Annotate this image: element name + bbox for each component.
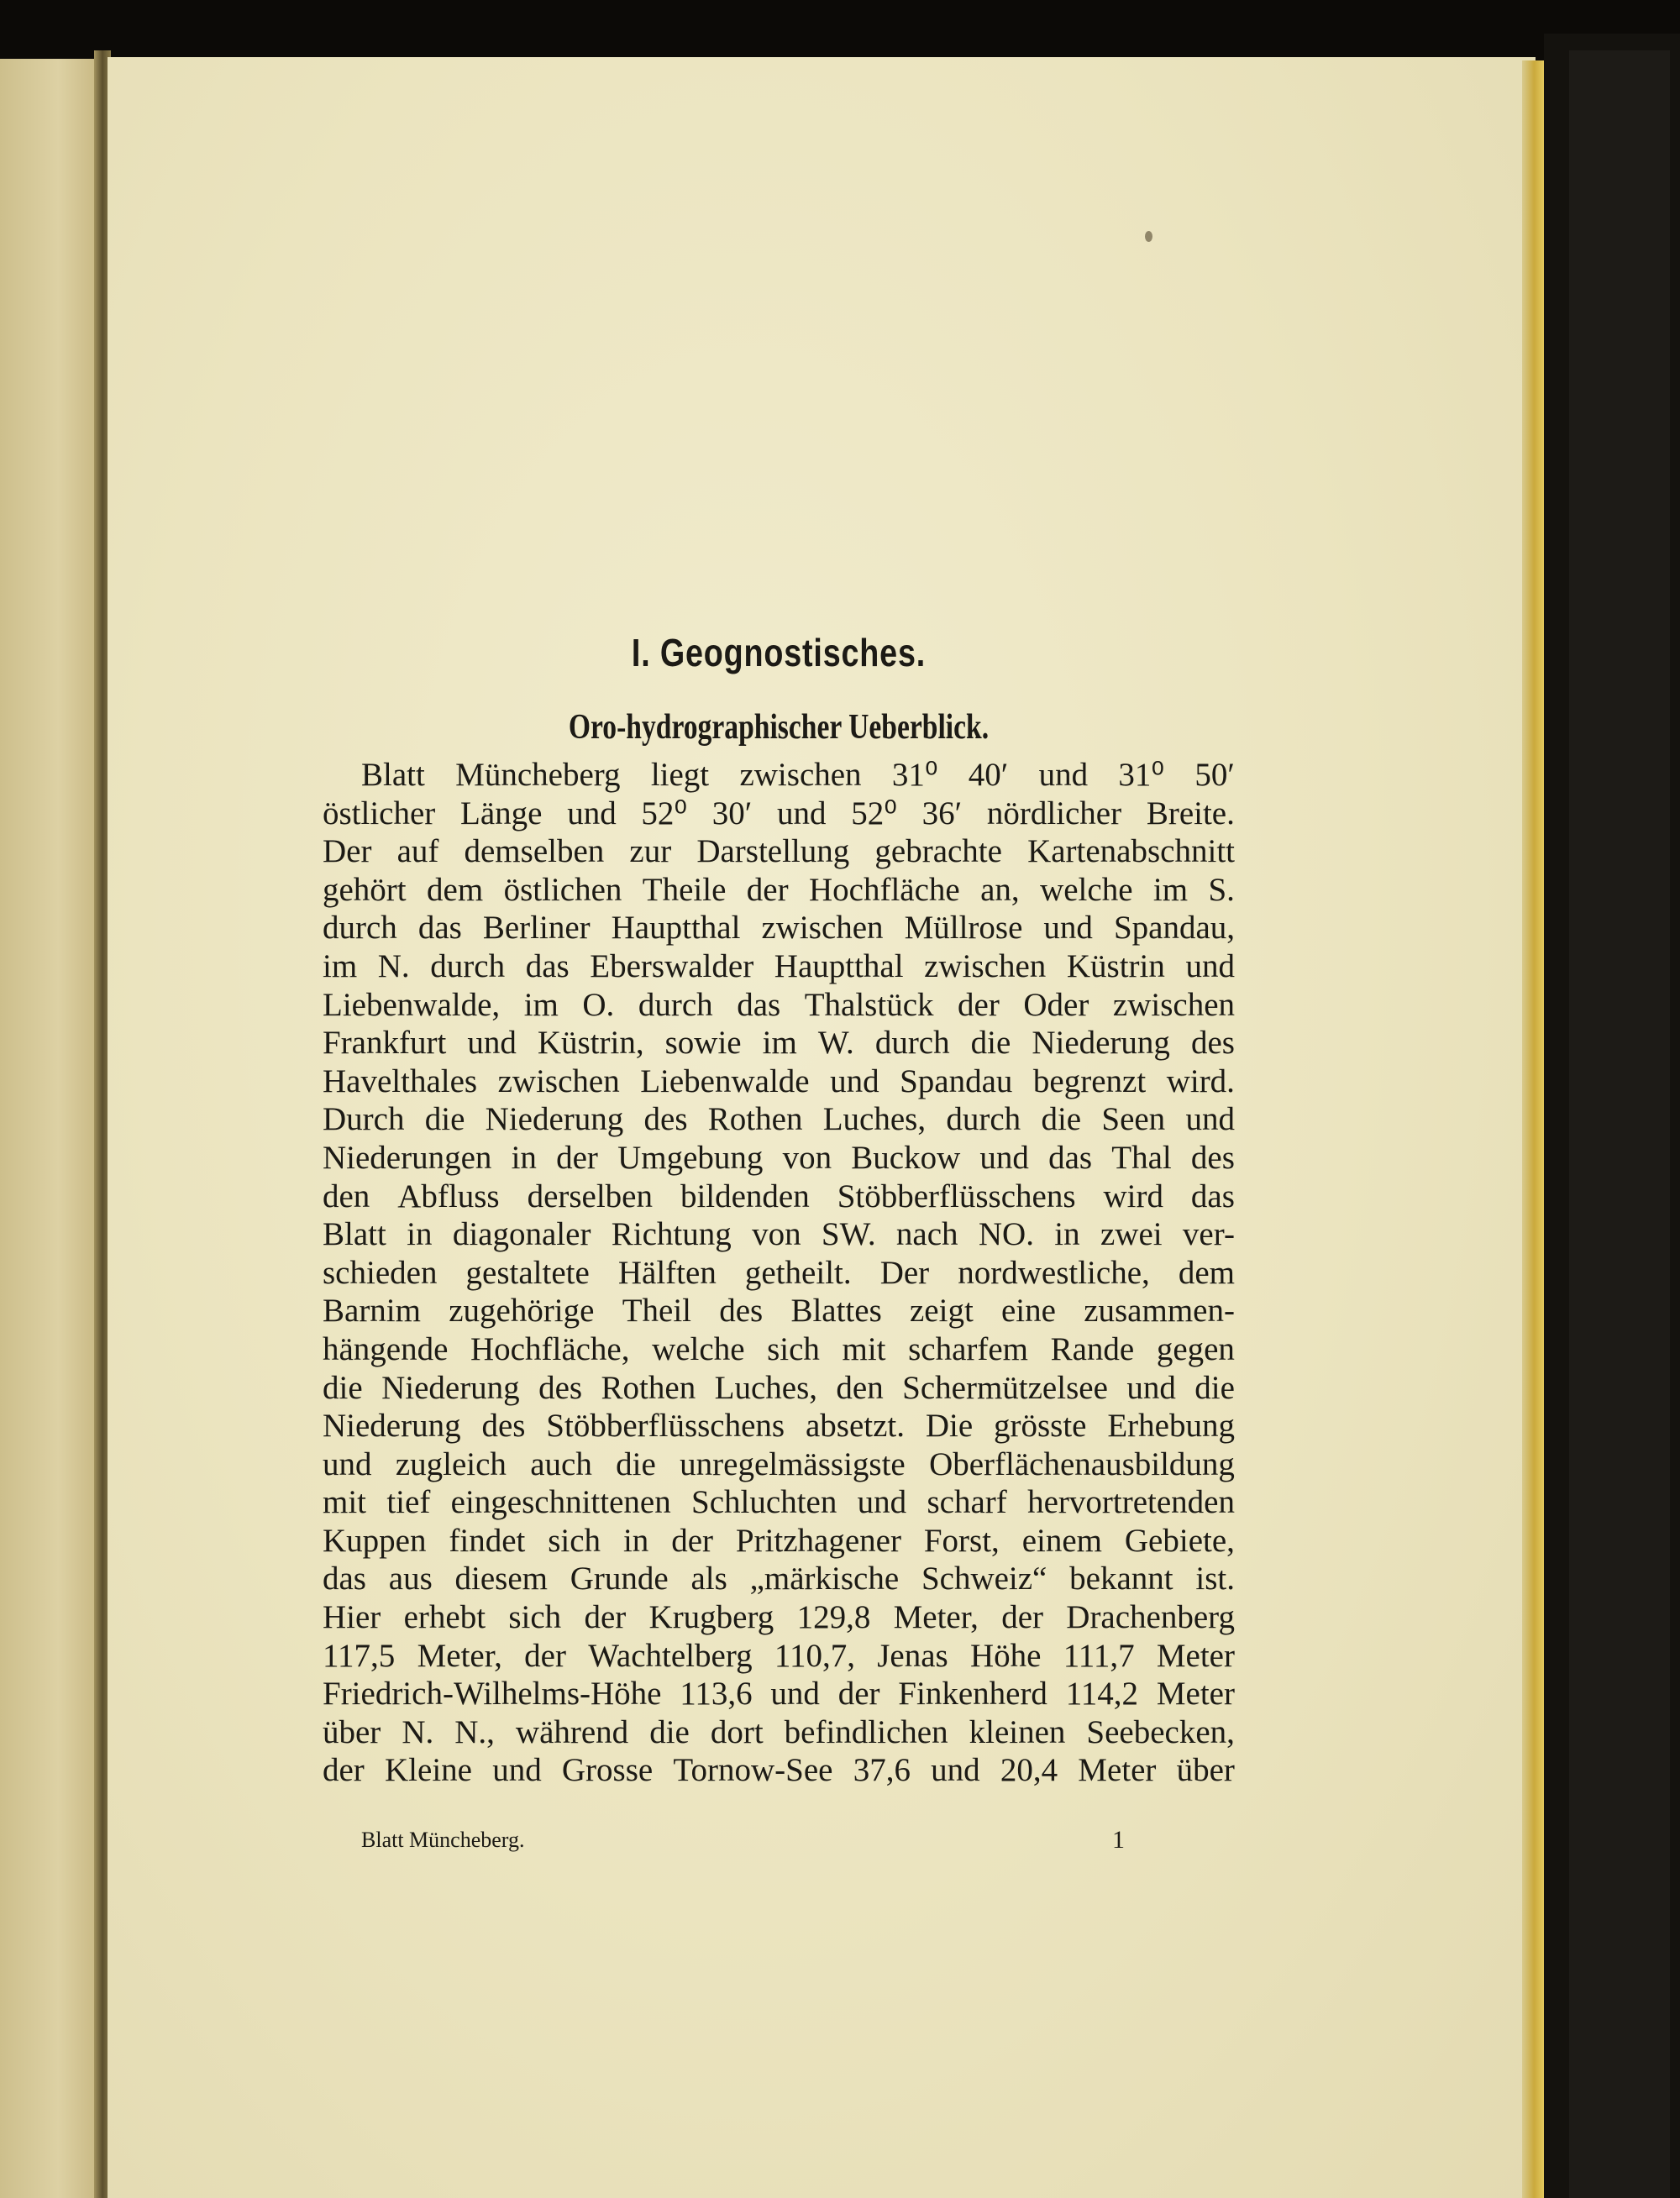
book-cover-edge — [1544, 34, 1680, 2198]
text-line: Blatt in diagonaler Richtung von SW. nach NO. in zwei ver- — [323, 1216, 1235, 1253]
text-line: Durch die Niederung des Rothen Luches, durch die Seen und — [323, 1101, 1235, 1138]
text-line: den Abfluss derselben bildenden Stöbberflüsschens wird das — [323, 1178, 1235, 1214]
text-line: über N. N., während die dort befindlichen kleinen Seebecken, — [323, 1713, 1235, 1750]
text-line: mit tief eingeschnittenen Schluchten und scharf hervortretenden — [323, 1484, 1235, 1521]
text-line: das aus diesem Grunde als „märkische Schweiz“ bekannt ist. — [323, 1561, 1235, 1597]
text-line: 117,5 Meter, der Wachtelberg 110,7, Jenas Höhe 111,7 Meter — [323, 1637, 1235, 1674]
text-line: östlicher Länge und 52⁰ 30′ und 52⁰ 36′ nördlicher Breite. — [323, 795, 1235, 831]
chapter-heading: I. Geognostisches. — [631, 631, 927, 674]
left-page-edge — [0, 59, 97, 2198]
text-line: Frankfurt und Küstrin, sowie im W. durch die Niederung des — [323, 1025, 1235, 1062]
page-edge-gilt — [1522, 60, 1544, 2198]
text-line: Hier erhebt sich der Krugberg 129,8 Meter, der Drachenberg — [323, 1599, 1235, 1636]
section-heading: Oro-hydrographischer Ueberblick. — [568, 708, 990, 747]
text-line: durch das Berliner Hauptthal zwischen Müllrose und Spandau, — [323, 910, 1235, 947]
text-line: Niederung des Stöbberflüsschens absetzt. Die grösste Erhebung — [323, 1408, 1235, 1445]
body-text — [323, 756, 1235, 1790]
text-line: und zugleich auch die unregelmässigste Oberflächenausbildung — [323, 1445, 1235, 1482]
text-line: Der auf demselben zur Darstellung gebrachte Kartenabschnitt — [323, 833, 1235, 870]
text-line: schieden gestaltete Hälften getheilt. Der nordwestliche, dem — [323, 1254, 1235, 1291]
text-line: Kuppen findet sich in der Pritzhagener Forst, einem Gebiete, — [323, 1522, 1235, 1559]
text-line: Niederungen in der Umgebung von Buckow und das Thal des — [323, 1139, 1235, 1176]
text-line: Friedrich-Wilhelms-Höhe 113,6 und der Finkenherd 114,2 Meter — [323, 1676, 1235, 1713]
text-line: Liebenwalde, im O. durch das Thalstück der Oder zwischen — [323, 986, 1235, 1023]
text-line: Havelthales zwischen Liebenwalde und Spandau begrenzt wird. — [323, 1062, 1235, 1099]
text-line: Barnim zugehörige Theil des Blattes zeigt eine zusammen- — [323, 1293, 1235, 1330]
text-line: gehört dem östlichen Theile der Hochfläche an, welche im S. — [323, 871, 1235, 908]
text-line: hängende Hochfläche, welche sich mit scharfem Rande gegen — [323, 1330, 1235, 1367]
paper-speck — [1145, 231, 1152, 242]
text-line: im N. durch das Eberswalder Hauptthal zwischen Küstrin und — [323, 947, 1235, 984]
page-number: 1 — [1112, 1826, 1125, 1854]
text-line: Blatt Müncheberg liegt zwischen 31⁰ 40′ und 31⁰ 50′ — [361, 757, 1235, 793]
text-line: die Niederung des Rothen Luches, den Schermützelsee und die — [323, 1369, 1235, 1406]
cover-board — [1569, 50, 1670, 2198]
footer-sheet-title: Blatt Müncheberg. — [361, 1828, 525, 1852]
text-line: der Kleine und Grosse Tornow-See 37,6 und 20,4 Meter über — [323, 1752, 1235, 1789]
